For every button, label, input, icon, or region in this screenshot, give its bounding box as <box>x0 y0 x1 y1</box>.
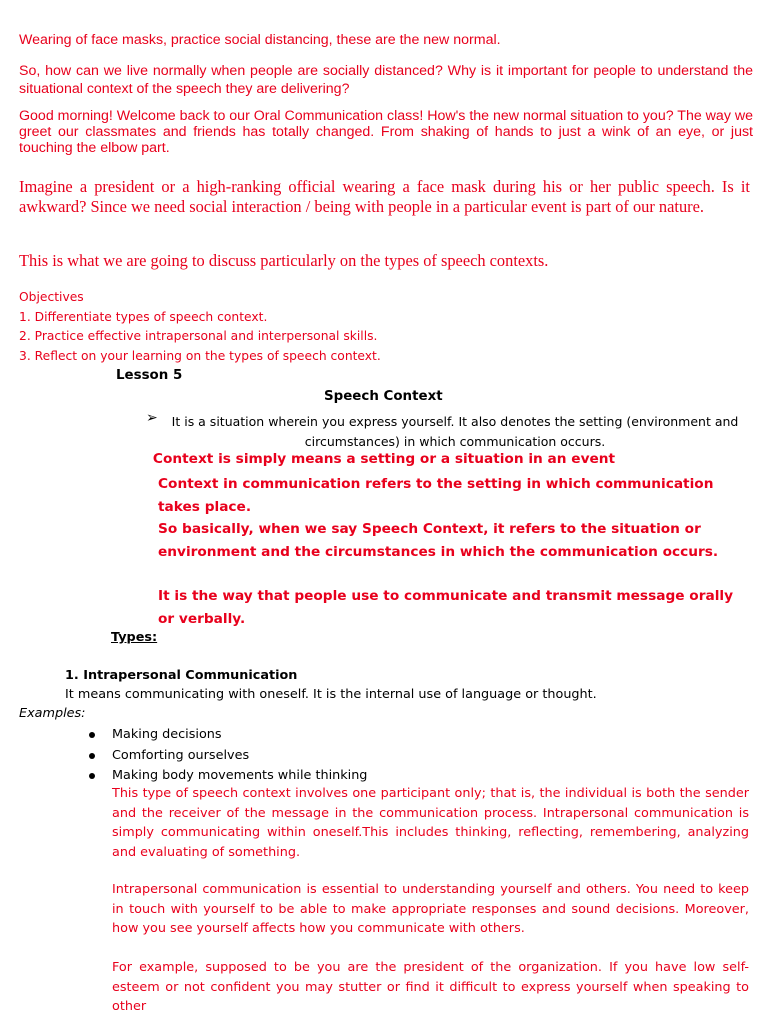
types-heading: Types: <box>111 630 158 645</box>
objective-item: 1. Differentiate types of speech context. <box>19 309 268 324</box>
intro-imagine: Imagine a president or a high-ranking official wearing a face mask during his or her public speech. Is it awkward? Since we need social interaction / being with people in a particular event is part of our nature. <box>19 177 750 216</box>
intrapersonal-paragraph-1: This type of speech context involves one participant only; that is, the individual is both the sender and the receiver of the message in the communication process. Intrapersonal communication is simply communicating within oneself.This includes thinking, reflecting, remembering, analyzing and evaluating of something. <box>112 786 749 860</box>
intrapersonal-definition: It means communicating with oneself. It is the internal use of language or thought. <box>65 687 597 702</box>
lesson-label: Lesson 5 <box>116 368 183 383</box>
intro-line-1: Wearing of face masks, practice social distancing, these are the new normal. <box>19 32 501 48</box>
intro-greeting: Good morning! Welcome back to our Oral Communication class! How's the new normal situation to you? The way we greet our classmates and friends has totally changed. From shaking of hands to just a wink of an eye, or just touching the elbow part. <box>19 108 753 156</box>
examples-label: Examples: <box>19 706 86 721</box>
objectives-section <box>19 288 381 366</box>
objectives-heading: Objectives <box>19 290 84 304</box>
speech-context-title: Speech Context <box>324 389 443 404</box>
speech-context-summary-line: So basically, when we say Speech Context, it refers to the situation or environment and the circumstances in which the communication occurs. <box>158 521 719 560</box>
example-item: Comforting ourselves <box>87 746 367 767</box>
speech-context-definition: It is a situation wherein you express yourself. It also denotes the setting (environment and circumstances) in which communication occurs. <box>171 414 739 449</box>
context-definition-bold: Context is simply means a setting or a situation in an event <box>152 451 616 467</box>
communication-way-bold: It is the way that people use to communicate and transmit message orally or verbally. <box>158 588 734 627</box>
objective-item: 2. Practice effective intrapersonal and interpersonal skills. <box>19 329 378 343</box>
example-item: Making body movements while thinking <box>87 766 367 787</box>
intro-line-2: So, how can we live normally when people are socially distanced? Why is it important for people to understand the situational context of the speech they are delivering? <box>19 63 753 97</box>
objective-item: 3. Reflect on your learning on the types of speech context. <box>19 348 381 363</box>
context-communication-bold <box>158 473 748 563</box>
intrapersonal-paragraph-3: For example, supposed to be you are the president of the organization. If you have low self- esteem or not confident you may stutter or find it difficult to express yourself when speaking to other <box>112 960 749 1014</box>
examples-list <box>87 725 367 787</box>
arrow-bullet-icon: ➢ <box>146 411 158 426</box>
intrapersonal-heading: 1. Intrapersonal Communication <box>65 668 298 683</box>
intro-discussion: This is what we are going to discuss particularly on the types of speech contexts. <box>19 251 549 270</box>
intrapersonal-paragraph-2: Intrapersonal communication is essential to understanding yourself and others. You need to keep in touch with yourself to be able to make appropriate responses and sound decisions. Moreover, how you see yourself affects how you communicate with others. <box>112 882 749 936</box>
context-communication-line: Context in communication refers to the setting in which communication takes place. <box>158 476 714 515</box>
example-item: Making decisions <box>87 725 367 746</box>
